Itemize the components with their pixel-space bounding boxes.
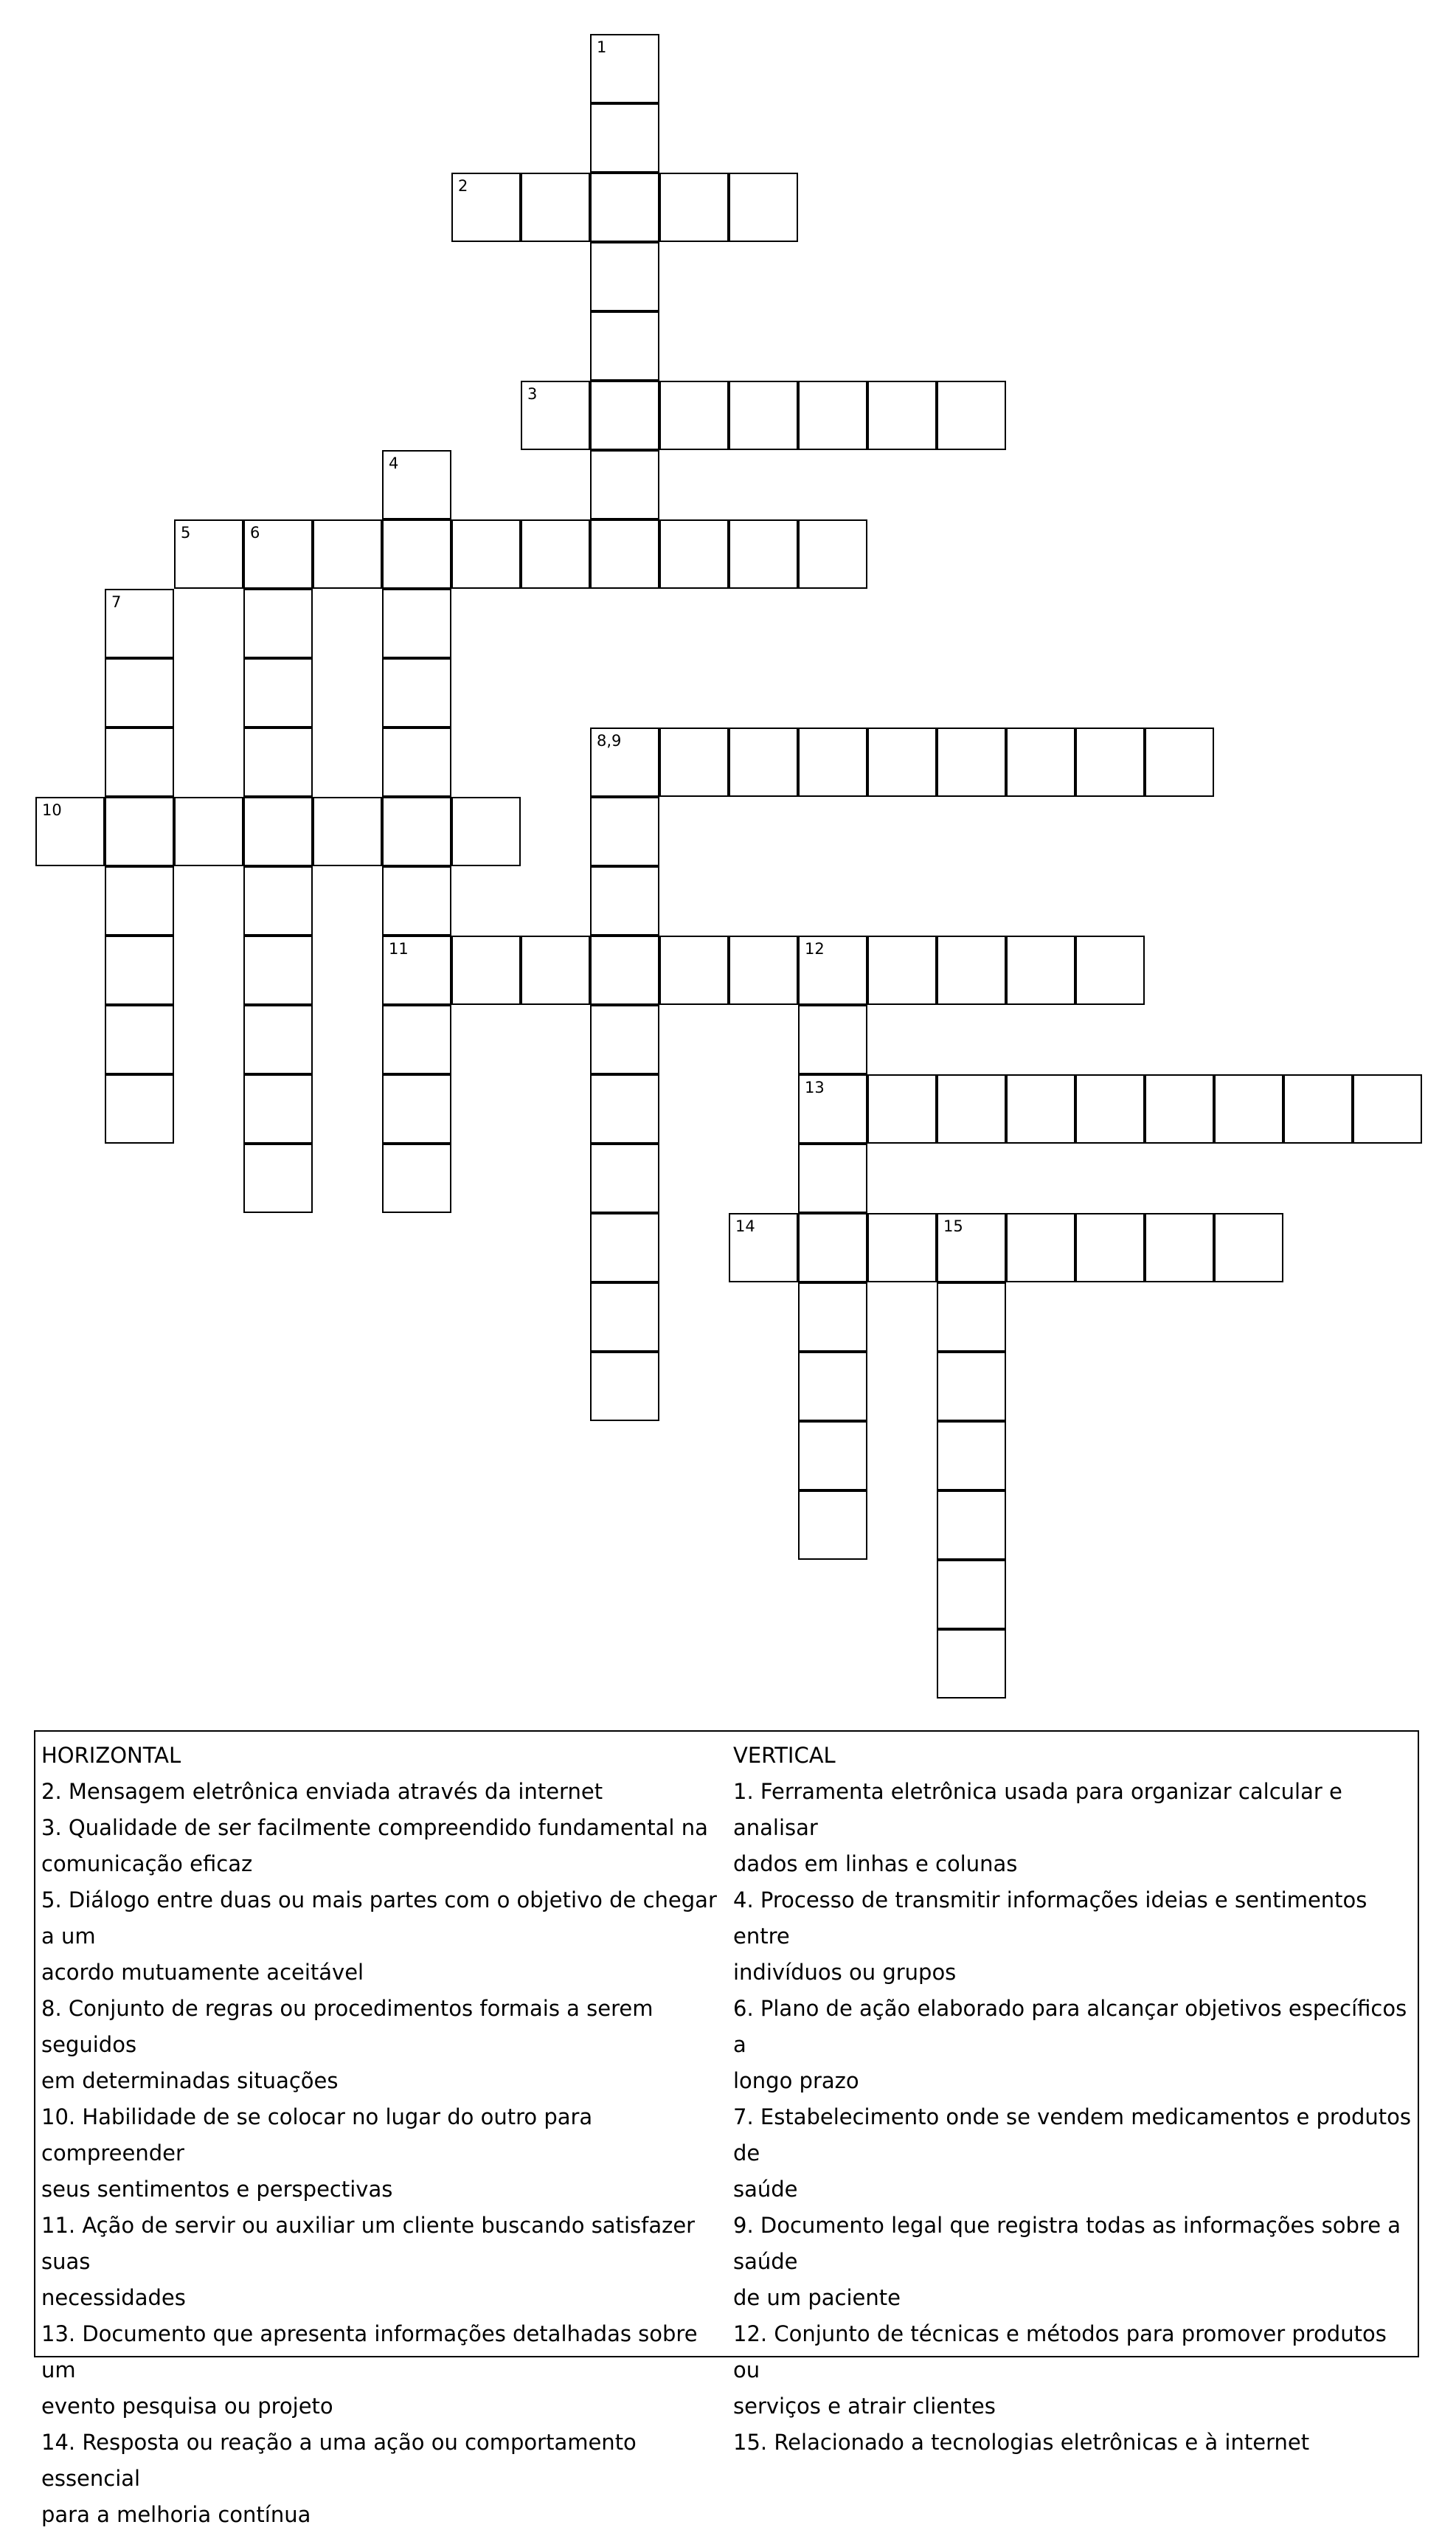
crossword-cell[interactable] <box>1214 1074 1283 1144</box>
crossword-cell[interactable] <box>729 381 798 450</box>
crossword-cell[interactable] <box>382 450 451 519</box>
crossword-cell[interactable] <box>313 519 382 589</box>
vertical-heading: VERTICAL <box>733 1743 836 1768</box>
crossword-cell[interactable] <box>590 311 659 381</box>
crossword-cell[interactable] <box>105 936 174 1005</box>
crossword-cell[interactable] <box>937 1074 1006 1144</box>
crossword-cell[interactable] <box>1075 1074 1145 1144</box>
crossword-cell[interactable] <box>798 1144 867 1213</box>
clue-line: 2. Mensagem eletrônica enviada através da internet <box>41 1779 603 1804</box>
clue-line: comunicação eficaz <box>41 1851 253 1876</box>
crossword-cell[interactable] <box>937 381 1006 450</box>
clue-number: 1 <box>597 38 607 56</box>
clue-number: 8,9 <box>597 732 622 750</box>
crossword-cell[interactable] <box>798 728 867 797</box>
crossword-cell[interactable] <box>243 1144 313 1213</box>
crossword-cell[interactable] <box>1075 728 1145 797</box>
crossword-cell[interactable] <box>382 1005 451 1074</box>
crossword-cell[interactable] <box>243 797 313 866</box>
clue-number: 11 <box>389 940 409 958</box>
crossword-cell[interactable] <box>521 173 590 242</box>
crossword-cell[interactable] <box>382 936 451 1005</box>
crossword-cell[interactable] <box>590 519 659 589</box>
crossword-cell[interactable] <box>729 519 798 589</box>
crossword-cell[interactable] <box>521 519 590 589</box>
crossword-cell[interactable] <box>35 797 105 866</box>
crossword-cell[interactable] <box>798 1421 867 1490</box>
crossword-cell[interactable] <box>937 1421 1006 1490</box>
crossword-cell[interactable] <box>105 866 174 936</box>
crossword-cell[interactable] <box>798 1490 867 1560</box>
crossword-cell[interactable] <box>105 728 174 797</box>
crossword-cell[interactable] <box>521 936 590 1005</box>
crossword-cell[interactable] <box>243 658 313 728</box>
crossword-cell[interactable] <box>590 797 659 866</box>
crossword-cell[interactable] <box>867 381 937 450</box>
crossword-cell[interactable] <box>1075 936 1145 1005</box>
crossword-cell[interactable] <box>105 1074 174 1144</box>
clue-line: saúde <box>733 2177 798 2202</box>
crossword-cell[interactable] <box>382 658 451 728</box>
clue-number: 7 <box>111 593 122 611</box>
crossword-cell[interactable] <box>798 381 867 450</box>
clue-number: 12 <box>805 940 825 958</box>
crossword-cell[interactable] <box>451 519 521 589</box>
crossword-cell[interactable] <box>105 589 174 658</box>
crossword-cell[interactable] <box>798 1213 867 1282</box>
crossword-cell[interactable] <box>659 173 729 242</box>
crossword-cell[interactable] <box>382 866 451 936</box>
clue-line: em determinadas situações <box>41 2068 339 2093</box>
crossword-cell[interactable] <box>937 1352 1006 1421</box>
crossword-cell[interactable] <box>867 1074 937 1144</box>
crossword-cell[interactable] <box>382 1144 451 1213</box>
crossword-cell[interactable] <box>937 1213 1006 1282</box>
crossword-cell[interactable] <box>590 242 659 311</box>
crossword-cell[interactable] <box>174 797 243 866</box>
clue-number: 14 <box>735 1217 755 1235</box>
horizontal-clues <box>41 1738 724 2533</box>
clue-line: 13. Documento que apresenta informações detalhadas sobre um <box>41 2321 698 2382</box>
crossword-cell[interactable] <box>590 866 659 936</box>
clue-line: 10. Habilidade de se colocar no lugar do outro para compreender <box>41 2104 593 2166</box>
crossword-cell[interactable] <box>590 1282 659 1352</box>
crossword-cell[interactable] <box>937 936 1006 1005</box>
crossword-cell[interactable] <box>659 728 729 797</box>
crossword-cell[interactable] <box>937 728 1006 797</box>
crossword-cell[interactable] <box>243 936 313 1005</box>
crossword-cell[interactable] <box>1214 1213 1283 1282</box>
clue-line: para a melhoria contínua <box>41 2502 311 2527</box>
crossword-cell[interactable] <box>1283 1074 1353 1144</box>
clue-line: 15. Relacionado a tecnologias eletrônicas e à internet <box>733 2430 1310 2455</box>
crossword-cell[interactable] <box>1353 1074 1422 1144</box>
crossword-cell[interactable] <box>590 1074 659 1144</box>
crossword-cell[interactable] <box>798 1282 867 1352</box>
crossword-cell[interactable] <box>313 797 382 866</box>
clue-number: 3 <box>527 385 538 403</box>
crossword-cell[interactable] <box>105 1005 174 1074</box>
crossword-cell[interactable] <box>1145 728 1214 797</box>
crossword-cell[interactable] <box>1075 1213 1145 1282</box>
clue-number: 2 <box>458 177 468 195</box>
crossword-cell[interactable] <box>382 589 451 658</box>
crossword-cell[interactable] <box>590 1005 659 1074</box>
crossword-cell[interactable] <box>798 519 867 589</box>
crossword-cell[interactable] <box>867 728 937 797</box>
clue-number: 6 <box>250 524 260 542</box>
crossword-cell[interactable] <box>590 34 659 103</box>
crossword-cell[interactable] <box>382 797 451 866</box>
crossword-cell[interactable] <box>659 519 729 589</box>
crossword-cell[interactable] <box>105 797 174 866</box>
crossword-cell[interactable] <box>451 173 521 242</box>
crossword-cell[interactable] <box>659 381 729 450</box>
crossword-cell[interactable] <box>1006 936 1075 1005</box>
clue-line: indivíduos ou grupos <box>733 1960 957 1985</box>
clue-line: dados em linhas e colunas <box>733 1851 1018 1876</box>
crossword-cell[interactable] <box>174 519 243 589</box>
crossword-cell[interactable] <box>937 1282 1006 1352</box>
crossword-cell[interactable] <box>243 519 313 589</box>
crossword-cell[interactable] <box>243 1074 313 1144</box>
clue-number: 15 <box>943 1217 963 1235</box>
clue-line: 4. Processo de transmitir informações ideias e sentimentos entre <box>733 1887 1367 1949</box>
clue-line: 12. Conjunto de técnicas e métodos para promover produtos ou <box>733 2321 1387 2382</box>
crossword-cell[interactable] <box>867 1213 937 1282</box>
crossword-cell[interactable] <box>729 173 798 242</box>
clue-line: serviços e atrair clientes <box>733 2394 996 2419</box>
crossword-cell[interactable] <box>729 1213 798 1282</box>
crossword-cell[interactable] <box>243 728 313 797</box>
crossword-cell[interactable] <box>451 797 521 866</box>
clue-number: 10 <box>42 801 62 819</box>
crossword-cell[interactable] <box>451 936 521 1005</box>
crossword-cell[interactable] <box>243 1005 313 1074</box>
vertical-clues <box>733 1738 1412 2461</box>
crossword-cell[interactable] <box>243 589 313 658</box>
crossword-cell[interactable] <box>590 1352 659 1421</box>
clue-line: 9. Documento legal que registra todas as informações sobre a saúde <box>733 2213 1401 2274</box>
clue-line: necessidades <box>41 2285 186 2310</box>
clue-number: 13 <box>805 1079 825 1096</box>
crossword-cell[interactable] <box>798 1074 867 1144</box>
crossword-cell[interactable] <box>590 173 659 242</box>
clue-line: 3. Qualidade de ser facilmente compreendido fundamental na <box>41 1815 708 1840</box>
crossword-cell[interactable] <box>1145 1074 1214 1144</box>
clue-line: 7. Estabelecimento onde se vendem medicamentos e produtos de <box>733 2104 1411 2166</box>
clues-box <box>34 1730 1419 2527</box>
crossword-cell[interactable] <box>382 728 451 797</box>
clue-line: 8. Conjunto de regras ou procedimentos formais a serem seguidos <box>41 1996 654 2057</box>
crossword-cell[interactable] <box>729 728 798 797</box>
crossword-cell[interactable] <box>1006 1213 1075 1282</box>
clue-line: 6. Plano de ação elaborado para alcançar objetivos específicos a <box>733 1996 1407 2057</box>
crossword-cell[interactable] <box>1006 728 1075 797</box>
crossword-cell[interactable] <box>590 103 659 173</box>
clue-number: 5 <box>181 524 191 542</box>
crossword-cell[interactable] <box>937 1629 1006 1699</box>
clue-line: acordo mutuamente aceitável <box>41 1960 364 1985</box>
crossword-cell[interactable] <box>105 658 174 728</box>
clue-number: 4 <box>389 455 399 472</box>
clue-line: seus sentimentos e perspectivas <box>41 2177 393 2202</box>
crossword-cell[interactable] <box>243 866 313 936</box>
crossword-cell[interactable] <box>937 1560 1006 1629</box>
crossword-cell[interactable] <box>867 936 937 1005</box>
crossword-cell[interactable] <box>798 936 867 1005</box>
clue-line: 11. Ação de servir ou auxiliar um cliente buscando satisfazer suas <box>41 2213 696 2274</box>
crossword-cell[interactable] <box>798 1352 867 1421</box>
crossword-cell[interactable] <box>590 1213 659 1282</box>
crossword-cell[interactable] <box>590 381 659 450</box>
crossword-cell[interactable] <box>382 1074 451 1144</box>
clue-line: evento pesquisa ou projeto <box>41 2394 333 2419</box>
crossword-cell[interactable] <box>590 1144 659 1213</box>
crossword-cell[interactable] <box>729 936 798 1005</box>
clue-line: 1. Ferramenta eletrônica usada para organizar calcular e analisar <box>733 1779 1342 1840</box>
clue-line: 14. Resposta ou reação a uma ação ou comportamento essencial <box>41 2430 637 2491</box>
crossword-cell[interactable] <box>590 728 659 797</box>
crossword-cell[interactable] <box>798 1005 867 1074</box>
crossword-cell[interactable] <box>590 450 659 519</box>
horizontal-heading: HORIZONTAL <box>41 1743 181 1768</box>
crossword-cell[interactable] <box>590 936 659 1005</box>
crossword-cell[interactable] <box>659 936 729 1005</box>
crossword-cell[interactable] <box>937 1490 1006 1560</box>
clue-line: de um paciente <box>733 2285 901 2310</box>
crossword-cell[interactable] <box>521 381 590 450</box>
crossword-cell[interactable] <box>1006 1074 1075 1144</box>
crossword-cell[interactable] <box>1145 1213 1214 1282</box>
clue-line: 5. Diálogo entre duas ou mais partes com o objetivo de chegar a um <box>41 1887 717 1949</box>
crossword-cell[interactable] <box>382 519 451 589</box>
clue-line: longo prazo <box>733 2068 859 2093</box>
